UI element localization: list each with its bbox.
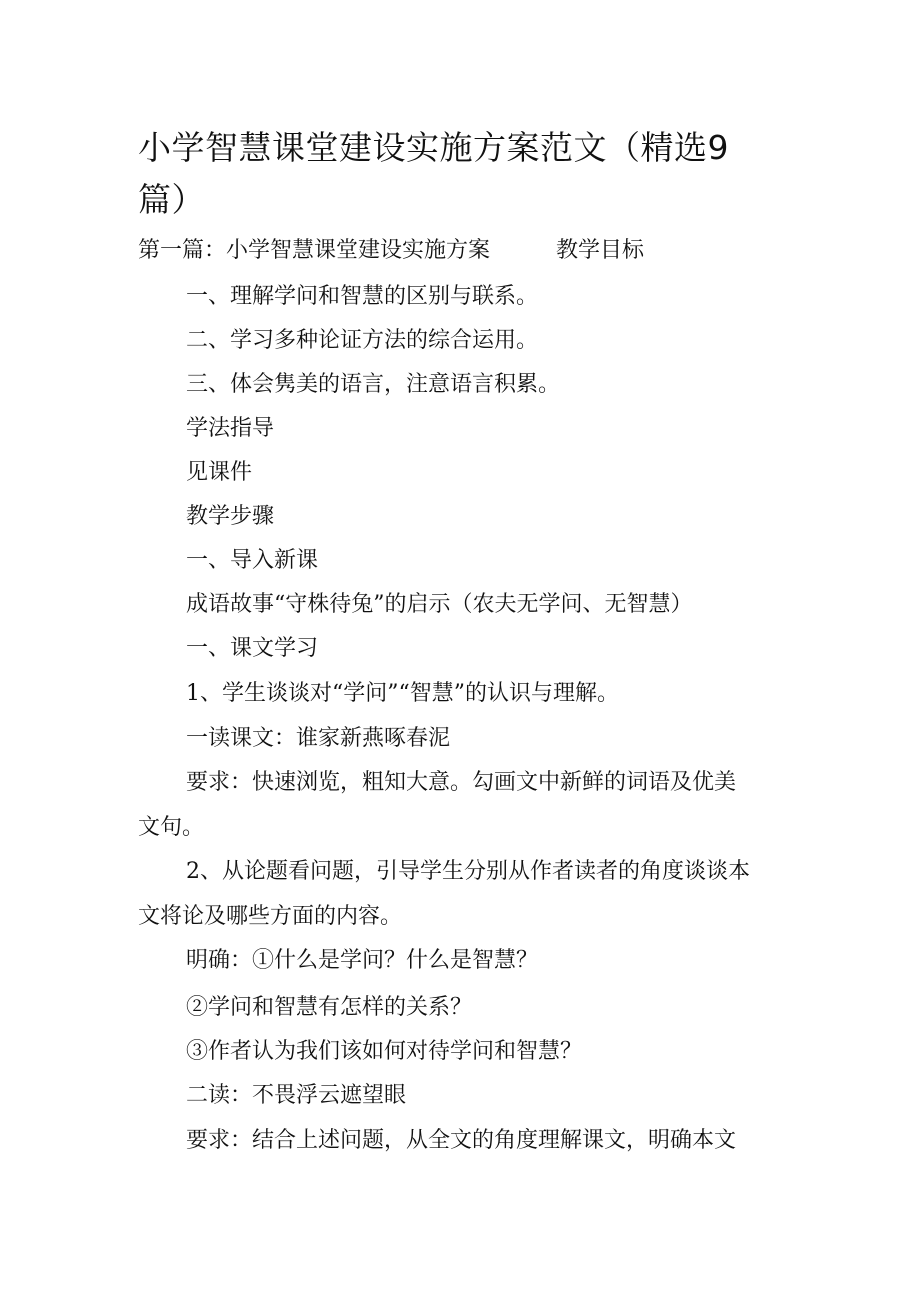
paragraph: 一读课文：谁家新燕啄春泥 bbox=[186, 726, 451, 751]
paragraph-continuation: 文句。 bbox=[138, 815, 205, 840]
section-subheading: 教学目标 bbox=[556, 238, 645, 263]
section-heading: 第一篇：小学智慧课堂建设实施方案 bbox=[138, 238, 491, 263]
paragraph: 一、理解学问和智慧的区别与联系。 bbox=[186, 284, 539, 309]
paragraph: 2、从论题看问题，引导学生分别从作者读者的角度谈谈本 bbox=[186, 859, 750, 884]
paragraph: 二、学习多种论证方法的综合运用。 bbox=[186, 328, 539, 353]
paragraph: 三、体会隽美的语言，注意语言积累。 bbox=[186, 372, 561, 397]
paragraph: 1、学生谈谈对“学问”“智慧”的认识与理解。 bbox=[186, 681, 619, 706]
paragraph: 要求：快速浏览，粗知大意。勾画文中新鲜的词语及优美 bbox=[186, 770, 737, 795]
paragraph: 一、课文学习 bbox=[186, 636, 319, 661]
document-title: 小学智慧课堂建设实施方案范文（精选9篇） bbox=[138, 128, 729, 219]
paragraph: 一、导入新课 bbox=[186, 548, 319, 573]
section-heading-line bbox=[138, 236, 644, 266]
paragraph: 二读：不畏浮云遮望眼 bbox=[186, 1083, 407, 1108]
paragraph: 成语故事“守株待兔”的启示（农夫无学问、无智慧） bbox=[186, 592, 693, 617]
paragraph-continuation: 文将论及哪些方面的内容。 bbox=[138, 904, 403, 929]
paragraph: 明确：①什么是学问？什么是智慧？ bbox=[186, 948, 539, 973]
paragraph: 学法指导 bbox=[186, 416, 275, 441]
paragraph: 见课件 bbox=[186, 460, 253, 485]
paragraph: ②学问和智慧有怎样的关系？ bbox=[186, 995, 473, 1020]
paragraph: ③作者认为我们该如何对待学问和智慧？ bbox=[186, 1039, 583, 1064]
paragraph: 教学步骤 bbox=[186, 504, 275, 529]
paragraph: 要求：结合上述问题，从全文的角度理解课文，明确本文 bbox=[186, 1128, 737, 1153]
